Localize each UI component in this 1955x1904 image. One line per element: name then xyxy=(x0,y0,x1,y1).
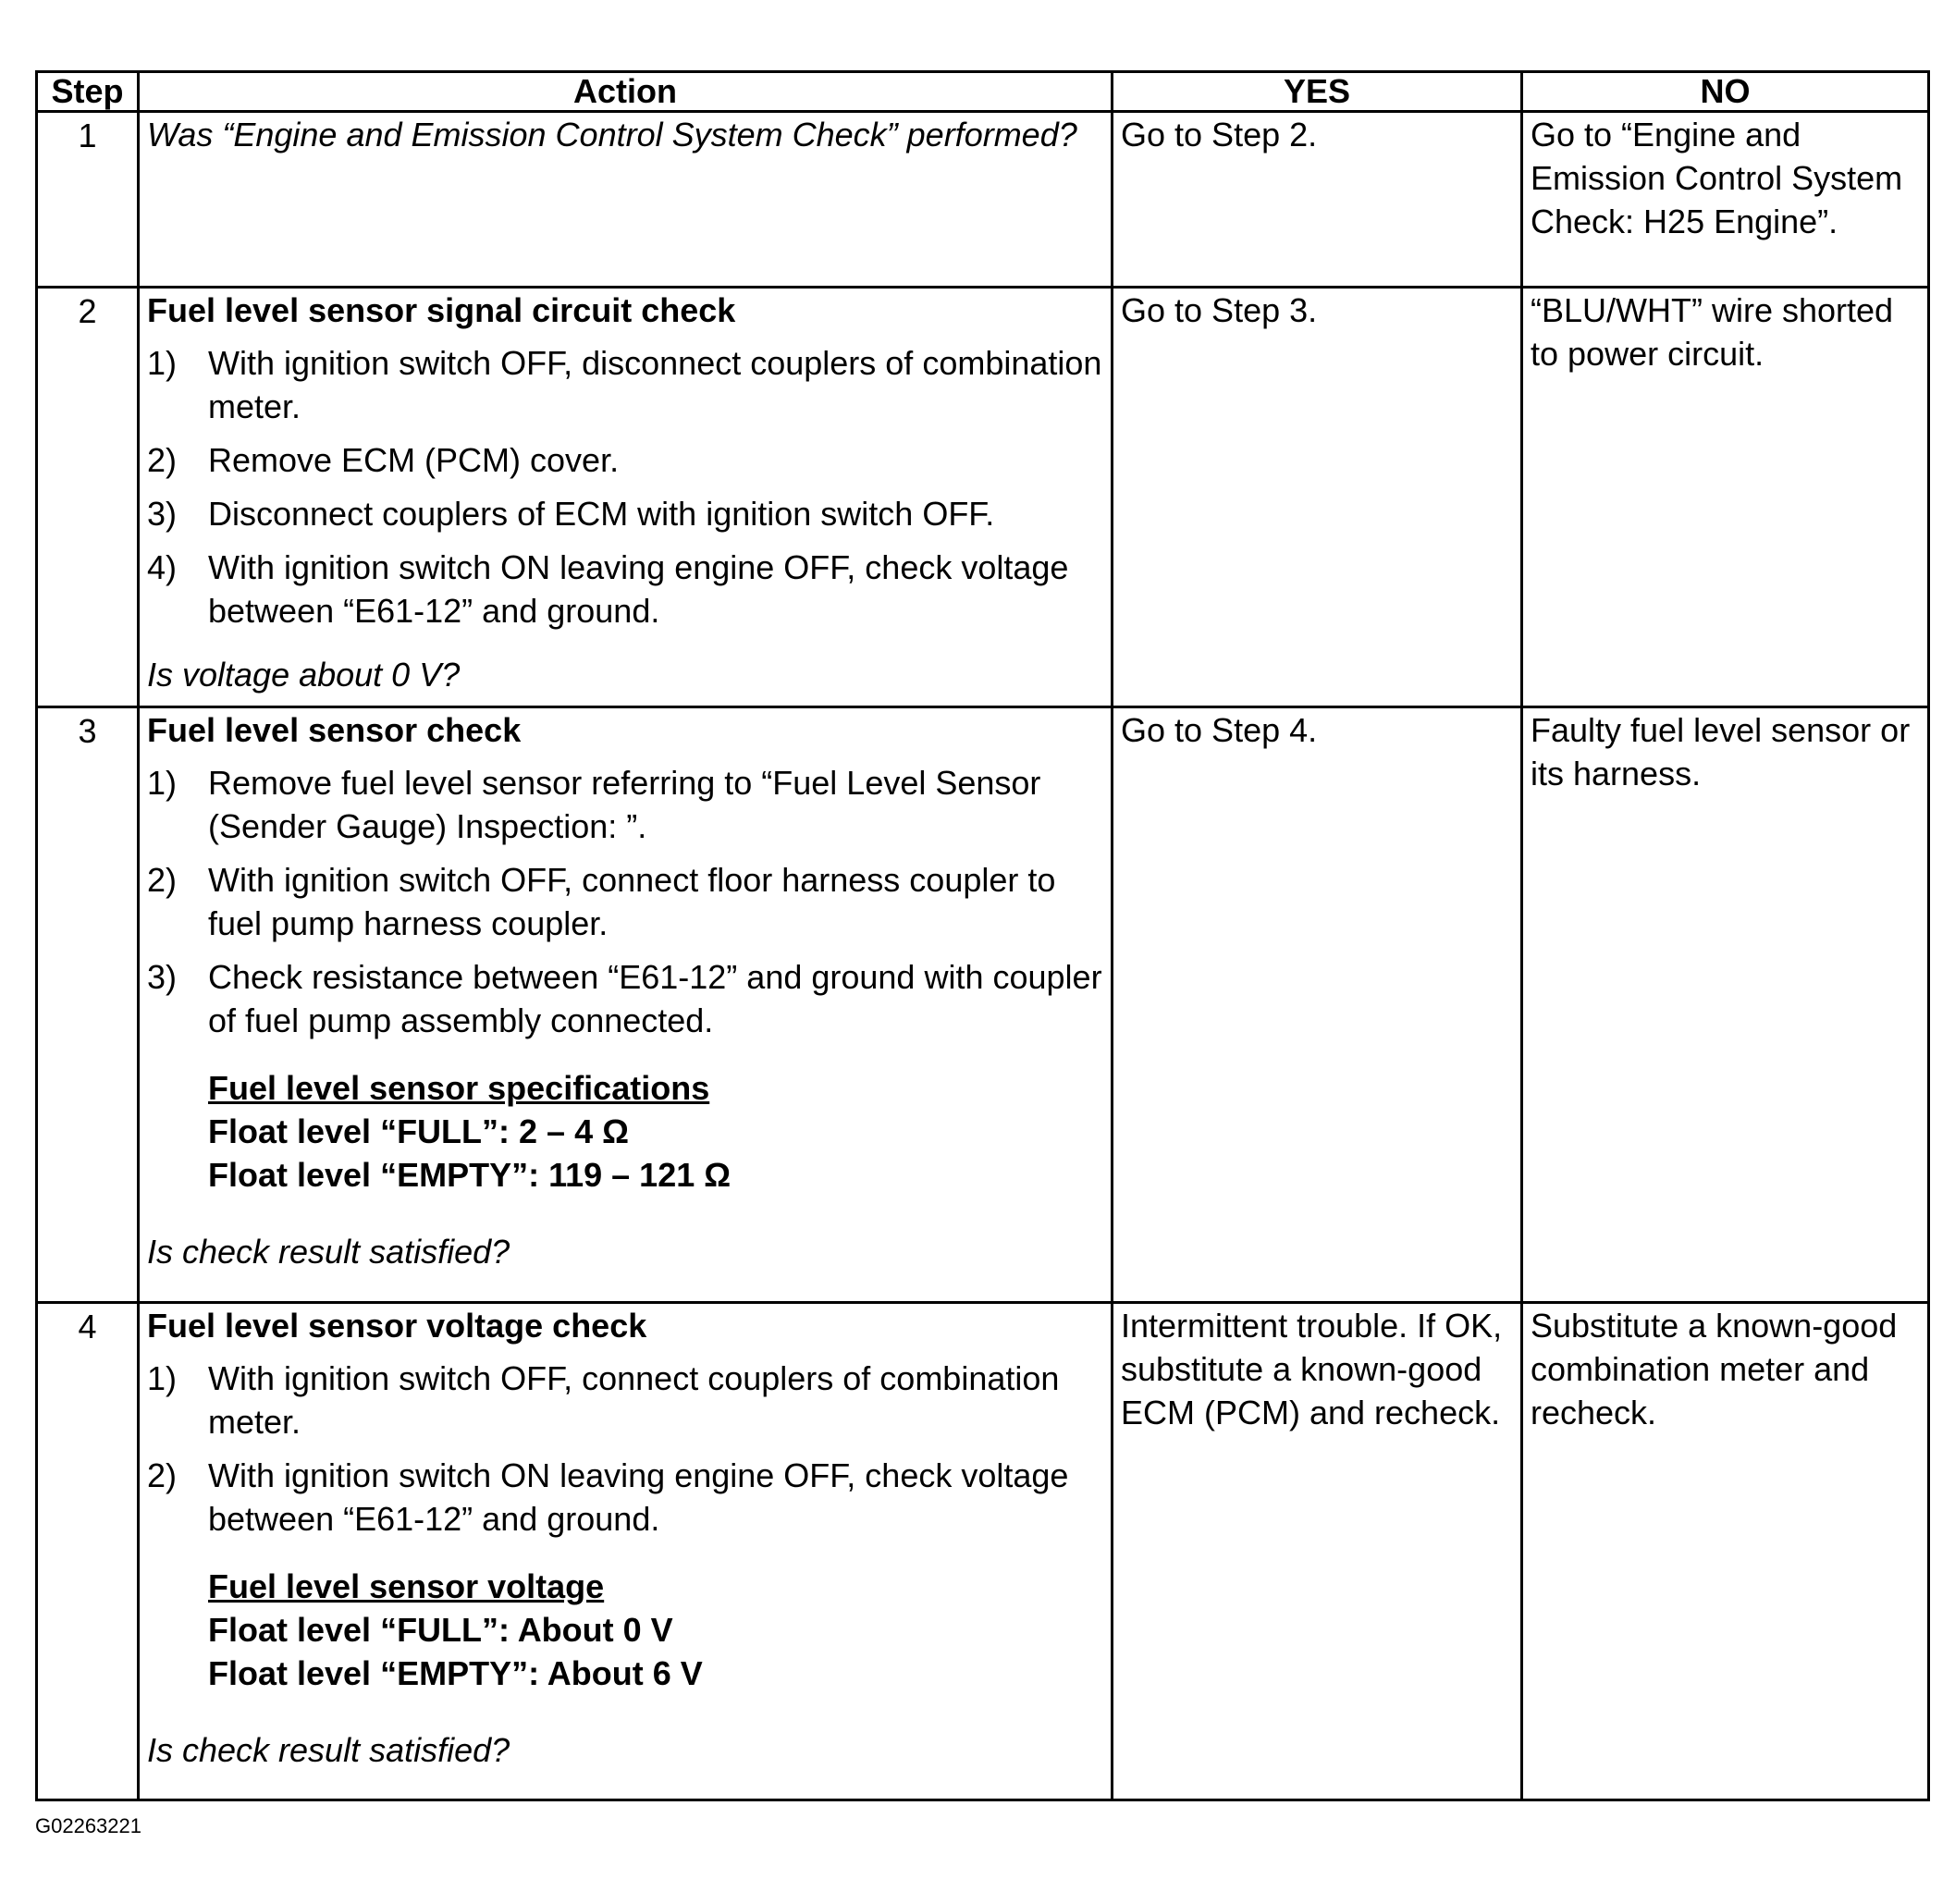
specification-block xyxy=(208,1066,1105,1197)
diagnostic-table xyxy=(35,70,1930,1801)
header-step: Step xyxy=(37,72,139,112)
table-row xyxy=(37,1303,1929,1800)
sub-step-list xyxy=(147,761,1105,1042)
step-number: 2 xyxy=(37,288,139,707)
sub-step-list xyxy=(147,341,1105,633)
sub-step: 4) With ignition switch ON leaving engine OFF, check voltage between “E61-12” and ground. xyxy=(147,548,1069,630)
sub-step-list xyxy=(147,1357,1105,1541)
step-question: Is check result satisfied? xyxy=(147,1731,510,1769)
step-number: 3 xyxy=(37,707,139,1303)
step-title: Fuel level sensor check xyxy=(147,711,522,749)
step-question: Is check result satisfied? xyxy=(147,1233,510,1271)
action-cell xyxy=(139,1303,1113,1800)
spec-line: Float level “EMPTY”: About 6 V xyxy=(208,1654,703,1692)
spec-line: Float level “EMPTY”: 119 – 121 Ω xyxy=(208,1156,732,1194)
step-title: Fuel level sensor signal circuit check xyxy=(147,291,736,329)
sub-step: 2) Remove ECM (PCM) cover. xyxy=(147,441,620,479)
header-no: NO xyxy=(1522,72,1929,112)
figure-code: G02263221 xyxy=(35,1814,141,1837)
table-row xyxy=(37,288,1929,707)
step-number: 4 xyxy=(37,1303,139,1800)
table-row xyxy=(37,707,1929,1303)
specification-block xyxy=(208,1565,1105,1695)
spec-line: Float level “FULL”: 2 – 4 Ω xyxy=(208,1112,629,1150)
sub-step: 2) With ignition switch ON leaving engine OFF, check voltage between “E61-12” and ground. xyxy=(147,1456,1069,1538)
no-cell: Faulty fuel level sensor or its harness. xyxy=(1522,707,1929,1303)
no-cell: “BLU/WHT” wire shorted to power circuit. xyxy=(1522,288,1929,707)
yes-cell: Go to Step 2. xyxy=(1113,112,1522,288)
spec-title: Fuel level sensor voltage xyxy=(208,1567,605,1605)
sub-step: 1) Remove fuel level sensor referring to “Fuel Level Sensor (Sender Gauge) Inspection: ”. xyxy=(147,764,1041,845)
action-cell xyxy=(139,707,1113,1303)
header-yes: YES xyxy=(1113,72,1522,112)
no-cell: Go to “Engine and Emission Control System Check: H25 Engine”. xyxy=(1522,112,1929,288)
spec-title: Fuel level sensor specifications xyxy=(208,1069,710,1107)
yes-cell: Go to Step 4. xyxy=(1113,707,1522,1303)
step-number: 1 xyxy=(37,112,139,288)
action-cell xyxy=(139,112,1113,288)
sub-step: 3) Check resistance between “E61-12” and ground with coupler of fuel pump assembly connected. xyxy=(147,958,1102,1039)
yes-cell: Go to Step 3. xyxy=(1113,288,1522,707)
spec-line: Float level “FULL”: About 0 V xyxy=(208,1611,673,1649)
action-cell xyxy=(139,288,1113,707)
step-title: Fuel level sensor voltage check xyxy=(147,1307,647,1345)
no-cell: Substitute a known-good combination meter and recheck. xyxy=(1522,1303,1929,1800)
header-row xyxy=(37,72,1929,112)
step-question: Is voltage about 0 V? xyxy=(147,656,461,694)
step-question: Was “Engine and Emission Control System Check” performed? xyxy=(147,116,1077,154)
yes-cell: Intermittent trouble. If OK, substitute a known-good ECM (PCM) and recheck. xyxy=(1113,1303,1522,1800)
sub-step: 3) Disconnect couplers of ECM with ignition switch OFF. xyxy=(147,495,995,533)
sub-step: 1) With ignition switch OFF, disconnect couplers of combination meter. xyxy=(147,344,1102,425)
sub-step: 1) With ignition switch OFF, connect couplers of combination meter. xyxy=(147,1359,1060,1441)
table-row xyxy=(37,112,1929,288)
header-action: Action xyxy=(139,72,1113,112)
sub-step: 2) With ignition switch OFF, connect floor harness coupler to fuel pump harness coupler. xyxy=(147,861,1056,942)
